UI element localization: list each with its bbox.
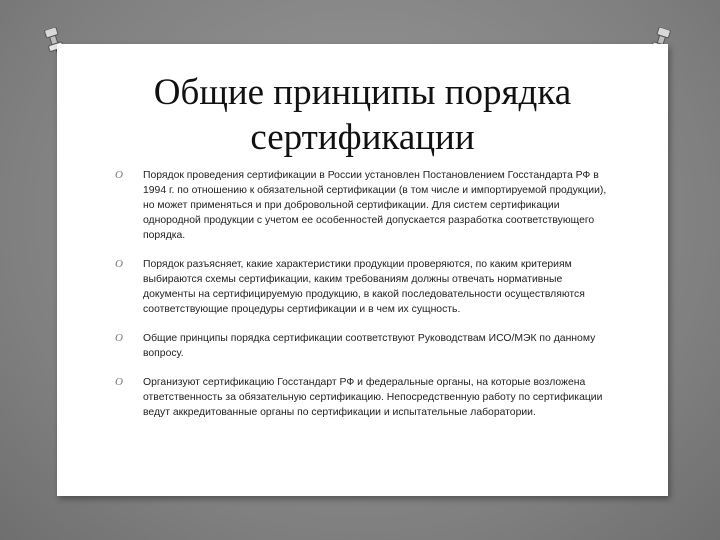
bullet-list (115, 168, 615, 420)
bullet-text: Общие принципы порядка сертификации соответствуют Руководствам ИСО/МЭК по данному вопросу. (143, 333, 596, 359)
slide-title (57, 70, 668, 160)
bullet-circle-icon: O (115, 376, 123, 388)
slide-title-line2: сертификации (250, 117, 475, 158)
bullet-text: Организуют сертификацию Госстандарт РФ и федеральные органы, на которые возложена ответственность за обязательную сертификацию. Непосредственную работу по сертификации ведут аккредитованные органы по сертификации и испытательные лаборатории. (143, 377, 603, 418)
bullet-circle-icon: O (115, 258, 123, 270)
bullet-item (115, 331, 615, 361)
bullet-item (115, 375, 615, 420)
slide-card (57, 44, 668, 496)
bullet-text: Порядок разъясняет, какие характеристики продукции проверяются, по каким критериям выбираются схемы сертификации, каким требованиям должны отвечать нормативные документы на сертифицируемую продукцию, в какой последовательности осуществляются соответствующие процедуры сертификации и в чем их сущность. (143, 259, 585, 315)
bullet-text: Порядок проведения сертификации в России установлен Постановлением Госстандарта РФ в 1994 г. по отношению к обязательной сертификации (в том числе и импортируемой продукции), но может применяться и при добровольной сертификации. Для систем сертификации однородной продукции с учетом ее особенностей допускается разработка соответствующего порядка. (143, 170, 607, 241)
slide-title-line1: Общие принципы порядка (153, 72, 572, 113)
bullet-item (115, 168, 615, 243)
bullet-circle-icon: O (115, 332, 123, 344)
bullet-item (115, 257, 615, 317)
bullet-circle-icon: O (115, 169, 123, 181)
